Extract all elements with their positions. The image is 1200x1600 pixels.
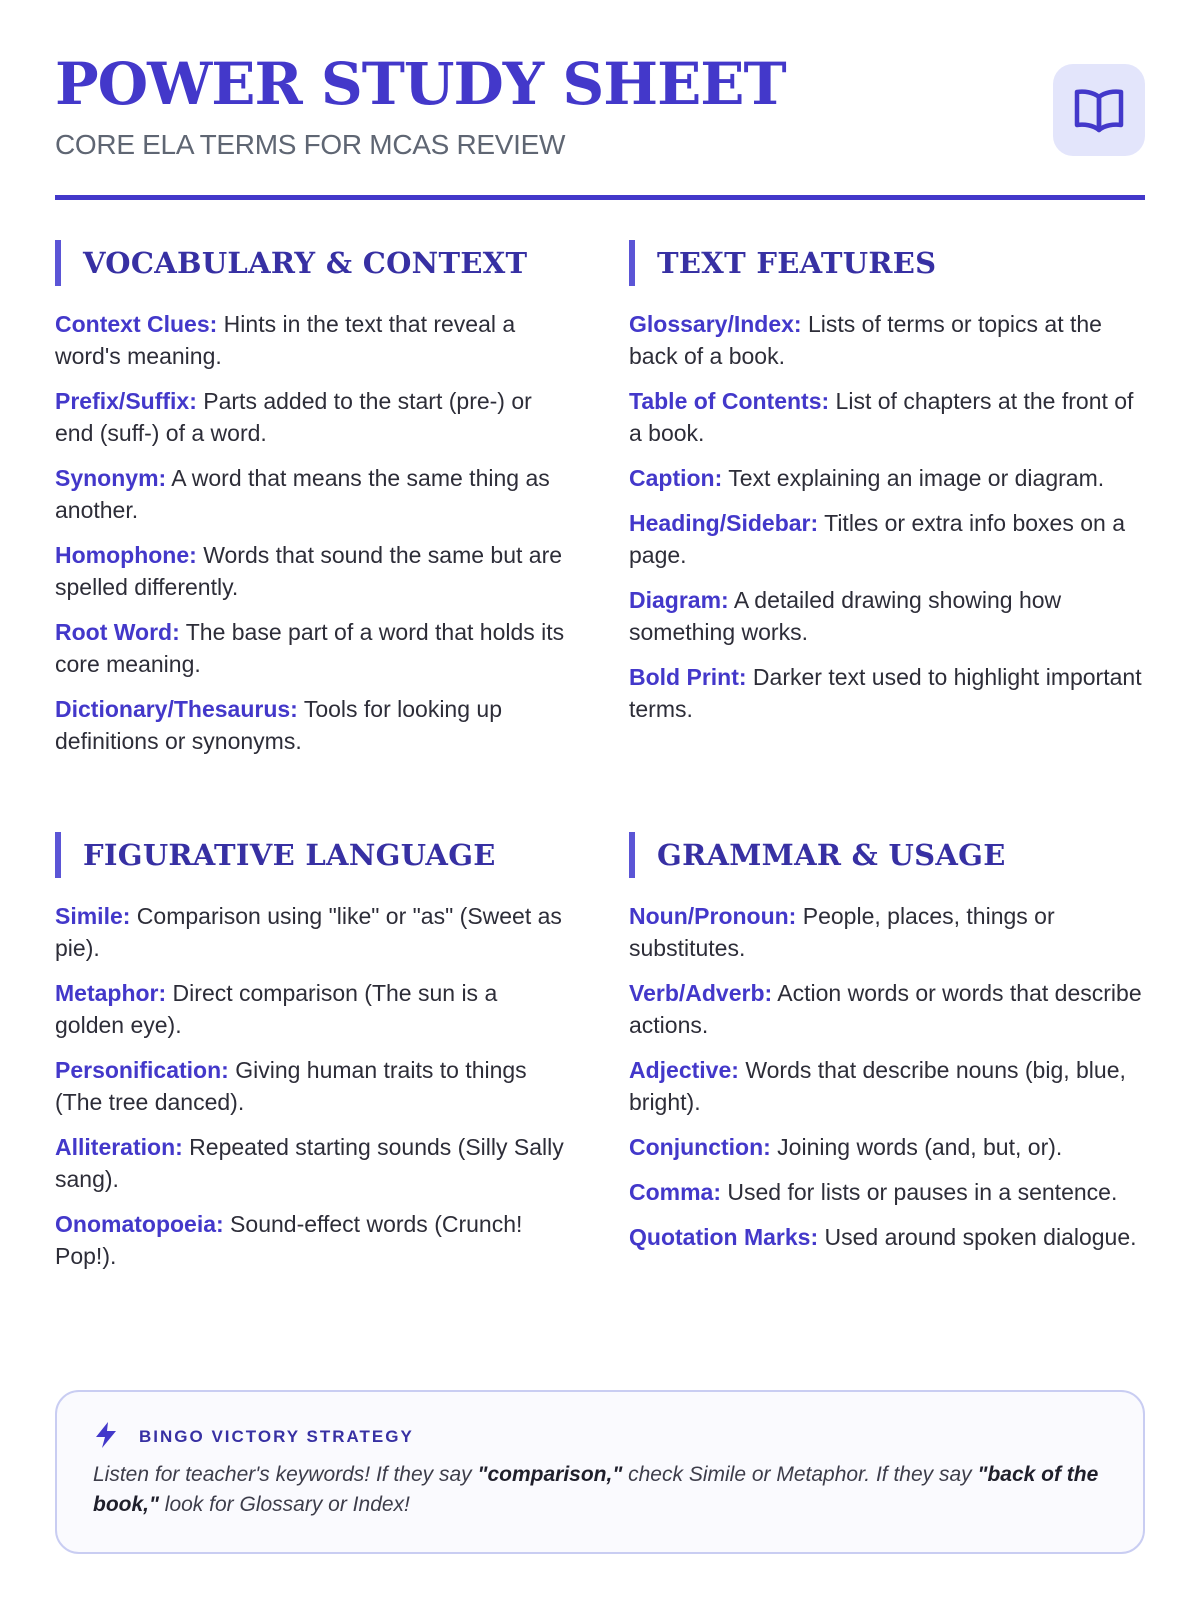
term-entry xyxy=(629,1176,1145,1208)
term-definition: Text explaining an image or diagram. xyxy=(722,465,1105,491)
lightning-bolt-icon xyxy=(93,1421,119,1454)
section-figurative-language xyxy=(55,832,571,1285)
term-name: Onomatopoeia: xyxy=(55,1211,224,1237)
term-definition: Giving human traits to things (The tree danced). xyxy=(55,1057,527,1115)
term-entry xyxy=(629,507,1145,571)
term-definition: People, places, things or substitutes. xyxy=(629,903,1055,961)
section-grammar-usage xyxy=(629,832,1145,1285)
term-name: Context Clues: xyxy=(55,311,218,337)
term-name: Caption: xyxy=(629,465,723,491)
term-entry xyxy=(55,616,571,680)
term-name: Table of Contents: xyxy=(629,388,830,414)
term-name: Dictionary/Thesaurus: xyxy=(55,696,298,722)
sections-grid xyxy=(55,240,1145,1285)
tip-text-part: check Simile or Metaphor. If they say xyxy=(622,1463,978,1486)
term-entry xyxy=(629,385,1145,449)
section-title: FIGURATIVE LANGUAGE xyxy=(55,832,571,878)
term-entry xyxy=(55,1131,571,1195)
term-name: Personification: xyxy=(55,1057,229,1083)
term-entry xyxy=(629,308,1145,372)
term-entry xyxy=(629,900,1145,964)
term-definition: Used for lists or pauses in a sentence. xyxy=(721,1179,1118,1205)
section-text-features xyxy=(629,240,1145,770)
tip-text-part: Listen for teacher's keywords! If they say xyxy=(93,1463,478,1486)
term-name: Root Word: xyxy=(55,619,180,645)
term-name: Comma: xyxy=(629,1179,722,1205)
term-definition: Sound-effect words (Crunch! Pop!). xyxy=(55,1211,523,1269)
term-name: Adjective: xyxy=(629,1057,739,1083)
section-title: GRAMMAR & USAGE xyxy=(629,832,1145,878)
term-definition: Joining words (and, but, or). xyxy=(770,1134,1063,1160)
tip-title: BINGO VICTORY STRATEGY xyxy=(139,1427,414,1446)
term-entry xyxy=(55,462,571,526)
header xyxy=(55,0,1145,200)
term-entry xyxy=(629,584,1145,648)
tip-keyword: "back of the book," xyxy=(93,1463,1099,1516)
term-definition: Titles or extra info boxes on a page. xyxy=(629,510,1125,568)
tip-header xyxy=(93,1422,1107,1452)
term-definition: The base part of a word that holds its core meaning. xyxy=(55,619,565,677)
term-entry xyxy=(55,308,571,372)
term-name: Metaphor: xyxy=(55,980,167,1006)
term-definition: Darker text used to highlight important terms. xyxy=(629,664,1142,722)
term-definition: Comparison using "like" or "as" (Sweet as pie). xyxy=(55,903,562,961)
term-name: Alliteration: xyxy=(55,1134,183,1160)
term-definition: Words that describe nouns (big, blue, bright). xyxy=(629,1057,1126,1115)
term-definition: Used around spoken dialogue. xyxy=(818,1224,1137,1250)
tip-keyword: "comparison," xyxy=(477,1463,623,1486)
section-vocabulary-context xyxy=(55,240,571,770)
term-entry xyxy=(55,1208,571,1272)
term-entry xyxy=(55,977,571,1041)
term-entry xyxy=(55,900,571,964)
term-name: Heading/Sidebar: xyxy=(629,510,819,536)
term-entry xyxy=(629,462,1145,494)
section-title: VOCABULARY & CONTEXT xyxy=(55,240,571,286)
term-definition: A word that means the same thing as another. xyxy=(55,465,550,523)
term-definition: Hints in the text that reveal a word's meaning. xyxy=(55,311,516,369)
term-entry xyxy=(629,661,1145,725)
open-book-icon xyxy=(1053,64,1145,156)
term-name: Diagram: xyxy=(629,587,729,613)
term-entry xyxy=(55,693,571,757)
term-definition: Lists of terms or topics at the back of a book. xyxy=(629,311,1102,369)
term-definition: A detailed drawing showing how something works. xyxy=(629,587,1062,645)
term-definition: Parts added to the start (pre-) or end (suff-) of a word. xyxy=(55,388,532,446)
term-name: Prefix/Suffix: xyxy=(55,388,197,414)
term-entry xyxy=(629,977,1145,1041)
term-definition: Tools for looking up definitions or synonyms. xyxy=(55,696,502,754)
strategy-tip-box xyxy=(55,1390,1145,1554)
term-definition: Direct comparison (The sun is a golden eye). xyxy=(55,980,498,1038)
term-entry xyxy=(55,385,571,449)
page-title: POWER STUDY SHEET xyxy=(55,50,786,118)
term-name: Verb/Adverb: xyxy=(629,980,773,1006)
term-name: Noun/Pronoun: xyxy=(629,903,797,929)
term-definition: Action words or words that describe actions. xyxy=(629,980,1142,1038)
term-definition: Words that sound the same but are spelled differently. xyxy=(55,542,563,600)
term-definition: Repeated starting sounds (Silly Sally sang). xyxy=(55,1134,564,1192)
tip-text-part: look for Glossary or Index! xyxy=(158,1493,410,1516)
term-entry xyxy=(629,1221,1145,1253)
page-subtitle: CORE ELA TERMS FOR MCAS REVIEW xyxy=(55,129,566,160)
term-name: Bold Print: xyxy=(629,664,747,690)
term-name: Conjunction: xyxy=(629,1134,771,1160)
term-name: Glossary/Index: xyxy=(629,311,802,337)
tip-text xyxy=(93,1460,1107,1520)
section-title: TEXT FEATURES xyxy=(629,240,1145,286)
term-definition: List of chapters at the front of a book. xyxy=(629,388,1134,446)
term-entry xyxy=(629,1131,1145,1163)
term-name: Simile: xyxy=(55,903,131,929)
term-entry xyxy=(55,1054,571,1118)
term-name: Homophone: xyxy=(55,542,197,568)
term-name: Quotation Marks: xyxy=(629,1224,819,1250)
term-name: Synonym: xyxy=(55,465,167,491)
term-entry xyxy=(55,539,571,603)
term-entry xyxy=(629,1054,1145,1118)
